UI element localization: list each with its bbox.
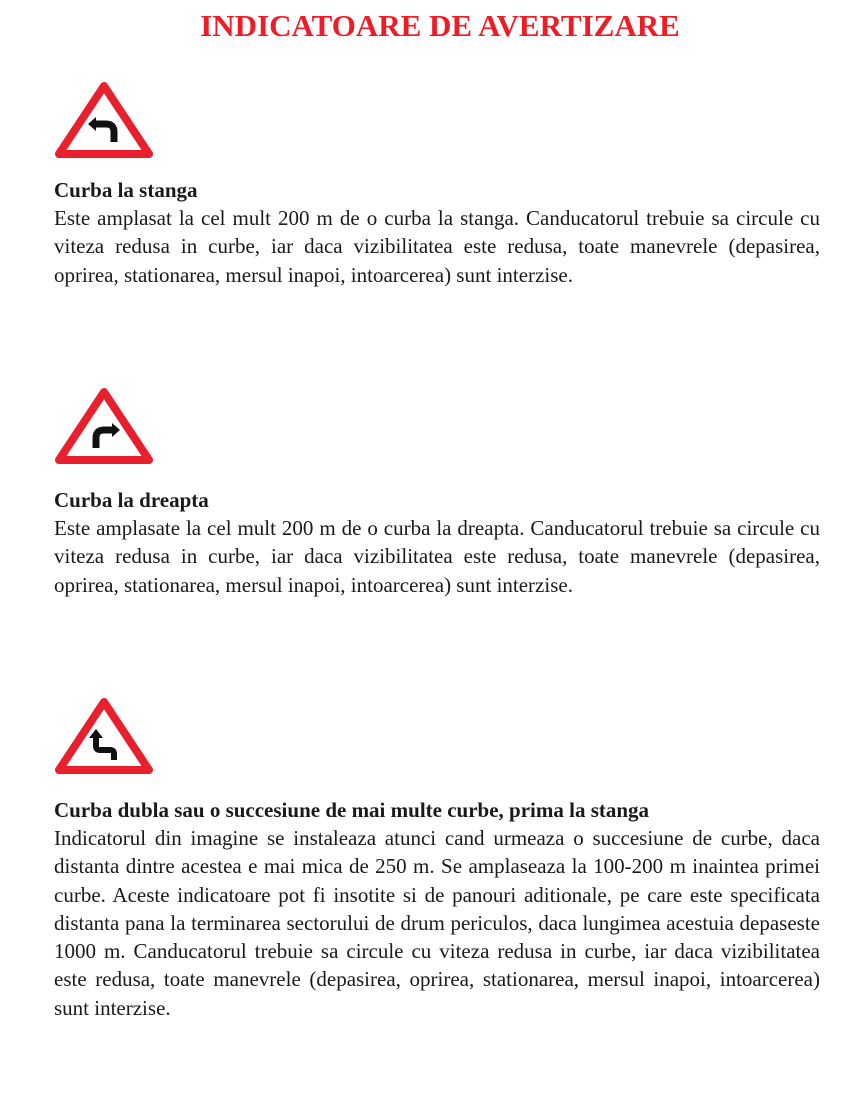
section-text: Indicatorul din imagine se instaleaza atunci cand urmeaza o succesiune de curbe, daca distanta dintre acestea e mai mica de 250 m. Se amplaseaza la 100-200 m inaintea primei curbe. Aceste indicatoare pot fi insotite si de panouri aditionale, pe care este specificata distanta pana la terminarea sectorului de drum periculos, daca lungimea acestuia depaseste 1000 m. Canducatorul trebuie sa circule cu viteza redusa in curbe, iar daca vizibilitatea este redusa, toate manevrele (depasirea, oprirea, stationarea, mersul inapoi, intoarcerea) sunt interzise. <box>54 826 820 1020</box>
curve-right-warning-sign-icon <box>54 386 154 464</box>
page-title: INDICATOARE DE AVERTIZARE <box>200 8 680 43</box>
section-heading: Curba la dreapta <box>54 488 209 512</box>
sign-section-double-curve-left <box>54 696 820 1022</box>
sign-section-curve-left <box>54 80 820 289</box>
section-heading: Curba dubla sau o succesiune de mai multe curbe, prima la stanga <box>54 798 650 822</box>
double-curve-left-warning-sign-icon <box>54 696 154 774</box>
sign-section-curve-right <box>54 386 820 599</box>
curve-left-warning-sign-icon <box>54 80 154 158</box>
section-heading: Curba la stanga <box>54 178 198 202</box>
section-text: Este amplasat la cel mult 200 m de o curba la stanga. Canducatorul trebuie sa circule cu viteza redusa in curbe, iar daca vizibilitatea este redusa, toate manevrele (depasirea, oprirea, stationarea, mersul inapoi, intoarcerea) sunt interzise. <box>54 206 820 287</box>
section-text: Este amplasate la cel mult 200 m de o curba la dreapta. Canducatorul trebuie sa circule cu viteza redusa in curbe, iar daca vizibilitatea este redusa, toate manevrele (depasirea, oprirea, stationarea, mersul inapoi, intoarcerea) sunt interzise. <box>54 516 820 597</box>
